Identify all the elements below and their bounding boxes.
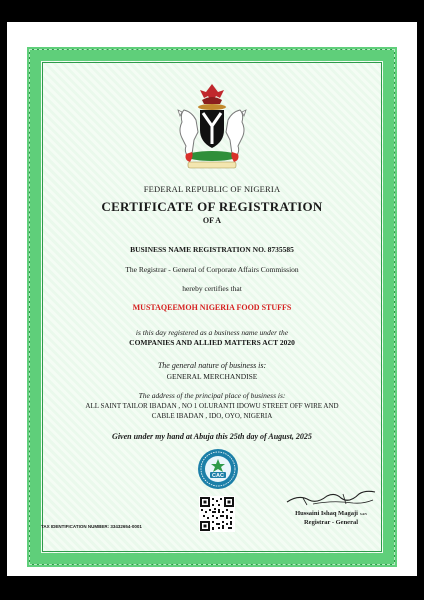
address-line-2: CABLE IBADAN , IDO, OYO, NIGERIA (151, 412, 273, 420)
document-page (7, 22, 417, 576)
signature-icon (283, 488, 378, 508)
registrar-line: The Registrar - General of Corporate Affairs Commission (125, 265, 299, 274)
registration-number: BUSINESS NAME REGISTRATION NO. 8735585 (130, 245, 294, 254)
signatory-suffix: SAN (359, 512, 367, 516)
nature-label: The general nature of business is: (157, 361, 267, 370)
given-line: Given under my hand at Abuja this 25th day of August, 2025 (112, 432, 312, 441)
tax-identification-number: TAX IDENTIFICATION NUMBER: 33432654-0001 (41, 524, 142, 529)
cac-seal-icon (197, 448, 239, 490)
qr-code-icon (199, 496, 235, 532)
seal-text: CAC (212, 473, 224, 479)
signatory-role: Registrar - General (303, 519, 359, 526)
country-heading: FEDERAL REPUBLIC OF NIGERIA (143, 184, 281, 194)
act-name: COMPANIES AND ALLIED MATTERS ACT 2020 (129, 338, 295, 347)
address-label: The address of the principal place of business is: (138, 391, 286, 400)
certificate-subtitle: OF A (202, 216, 222, 225)
registered-line: is this day registered as a business name under the (135, 328, 289, 337)
signatory-name-text: Hussaini Ishaq Magaji (295, 510, 358, 517)
nigeria-coat-of-arms-icon (172, 80, 252, 172)
certificate-title: CERTIFICATE OF REGISTRATION (101, 199, 323, 214)
nature-value: GENERAL MERCHANDISE (166, 372, 258, 381)
business-name: MUSTAQEEMOH NIGERIA FOOD STUFFS (132, 303, 292, 312)
signatory-name (277, 510, 385, 517)
certifies-line: hereby certifies that (182, 284, 242, 293)
address-line-1: ALL SAINT TAILOR IBADAN , NO 1 OLURANTI IDOWU STREET OFF WIRE AND (85, 402, 339, 410)
